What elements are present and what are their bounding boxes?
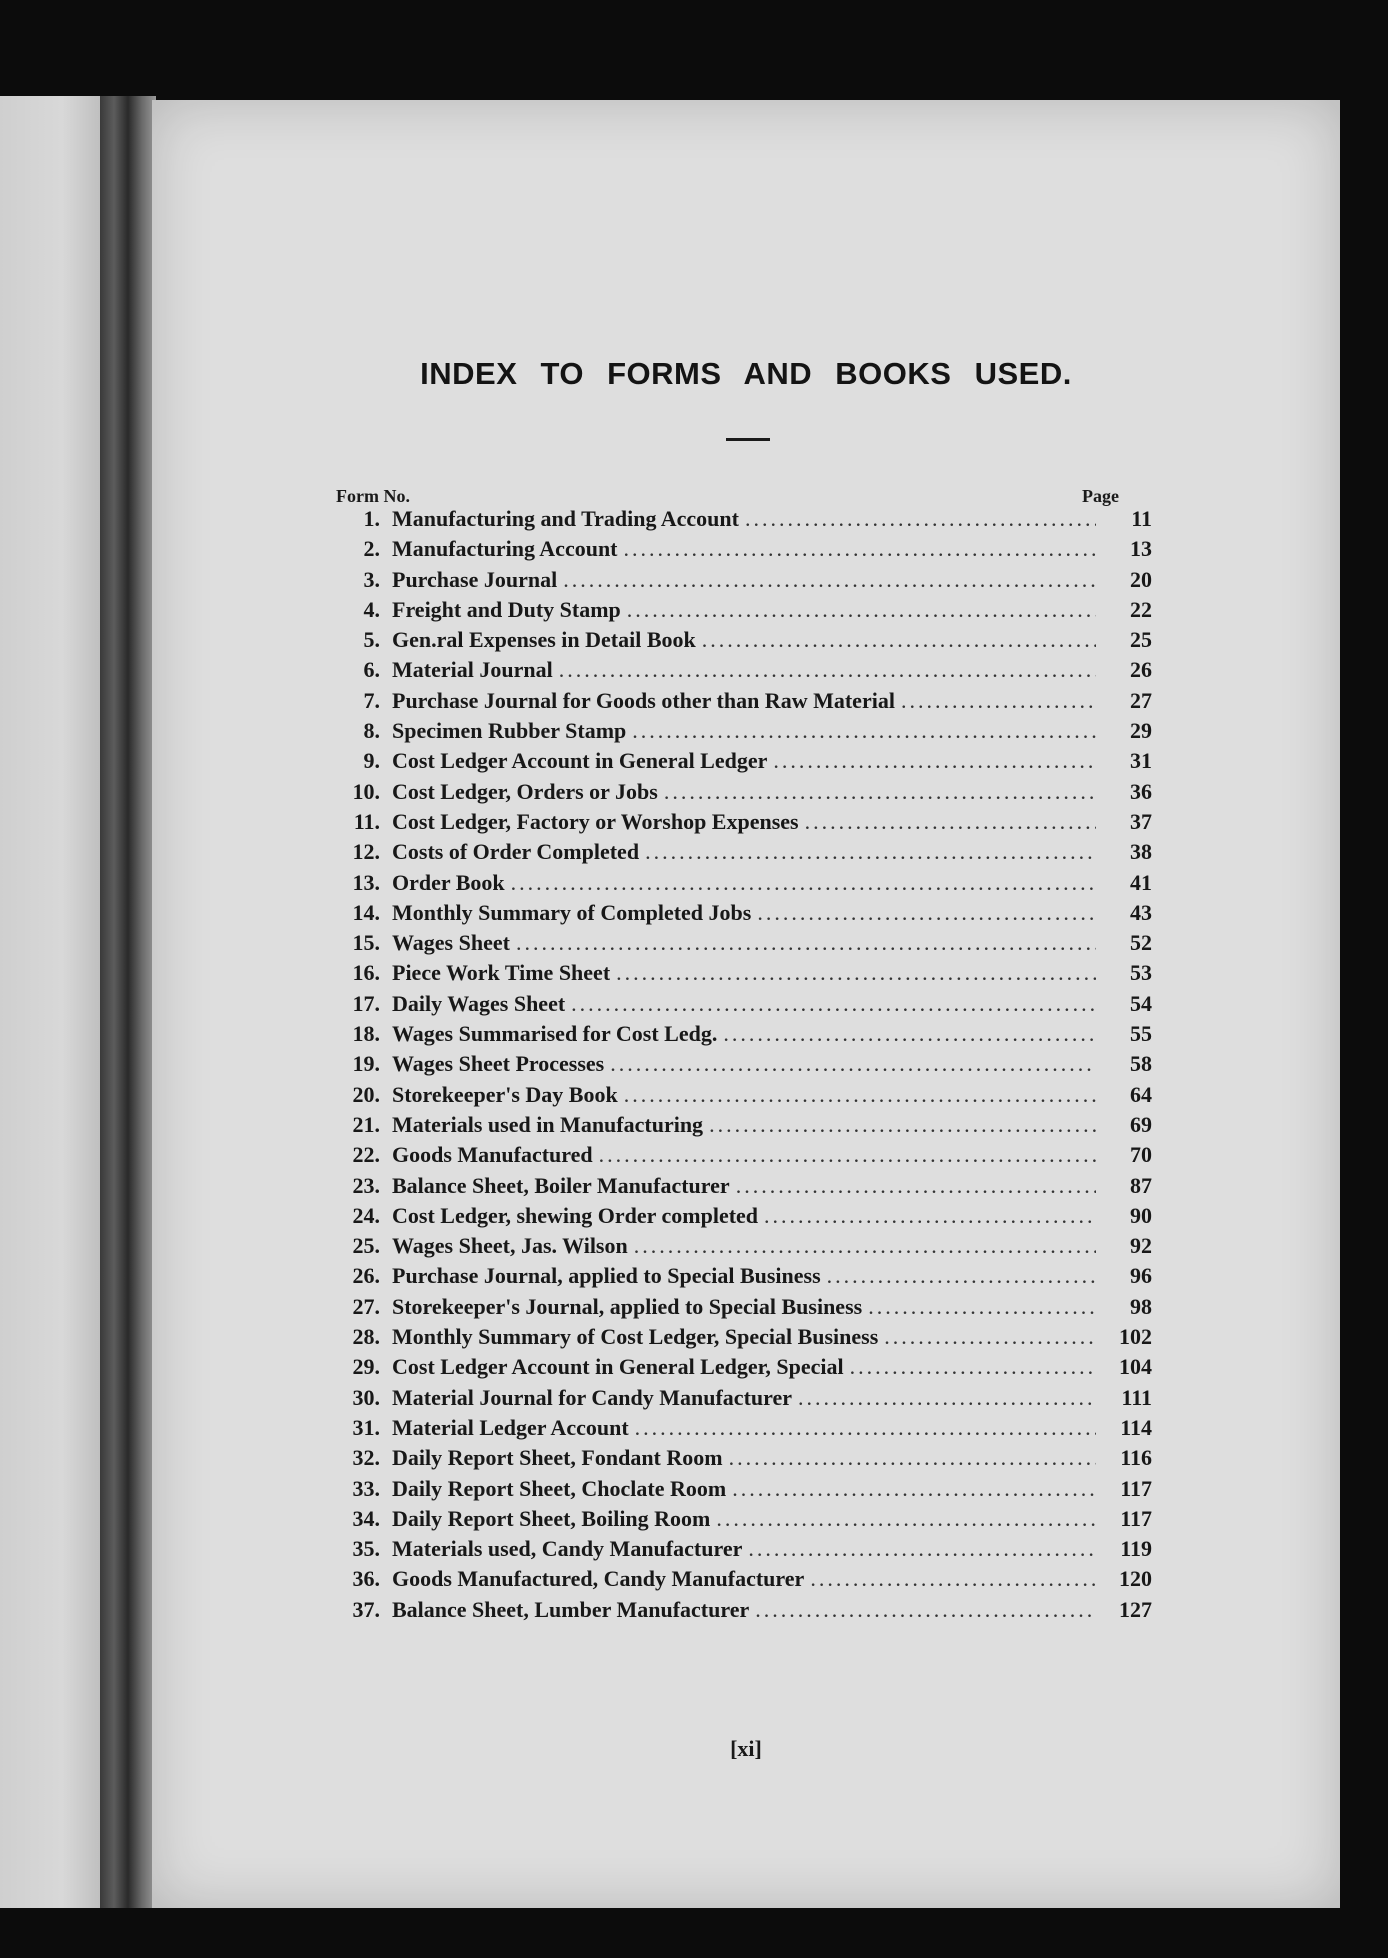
dot-leader: [645, 839, 1096, 865]
index-entry: [332, 870, 1152, 900]
form-number: 20.: [352, 1081, 380, 1107]
page-number: 117: [1120, 1505, 1152, 1531]
page-folio: [xi]: [730, 1736, 762, 1761]
form-title: Cost Ledger, Factory or Worshop Expenses: [392, 808, 799, 834]
form-number: 3.: [363, 566, 380, 592]
page-number: 55: [1130, 1021, 1152, 1047]
page-header: Page: [1082, 486, 1119, 506]
form-number: 28.: [352, 1324, 380, 1350]
form-number: 18.: [352, 1021, 380, 1047]
form-number: 34.: [352, 1505, 380, 1531]
index-entry: [332, 1506, 1152, 1536]
index-entry: [332, 597, 1152, 627]
form-title: Gen.ral Expenses in Detail Book: [392, 627, 696, 653]
form-number: 21.: [352, 1111, 380, 1137]
form-number: 12.: [352, 839, 380, 865]
facing-page-edge: [0, 96, 104, 1908]
dot-leader: [511, 870, 1096, 896]
index-entry: [332, 779, 1152, 809]
index-entry: [332, 1324, 1152, 1354]
page-number: 117: [1120, 1475, 1152, 1501]
form-title: Cost Ledger Account in General Ledger, Special: [392, 1354, 844, 1380]
form-title: Materials used in Manufacturing: [392, 1111, 704, 1137]
index-entry: [332, 1112, 1152, 1142]
dot-leader: [702, 627, 1096, 653]
index-entry: [332, 1142, 1152, 1172]
form-title: Daily Report Sheet, Fondant Room: [392, 1445, 723, 1471]
form-title: Material Journal for Candy Manufacturer: [392, 1384, 793, 1410]
page-number: 111: [1121, 1384, 1152, 1410]
form-title: Wages Summarised for Cost Ledg.: [392, 1021, 718, 1047]
page-number: 90: [1130, 1202, 1152, 1228]
form-number: 5.: [363, 627, 380, 653]
index-entry: [332, 688, 1152, 718]
form-title: Monthly Summary of Cost Ledger, Special Business: [392, 1324, 879, 1350]
form-number: 32.: [352, 1445, 380, 1471]
page-number: 53: [1130, 960, 1152, 986]
title-rule: [726, 438, 770, 441]
form-number: 30.: [352, 1384, 380, 1410]
dot-leader: [764, 1203, 1096, 1229]
dot-leader: [563, 567, 1096, 593]
form-title: Wages Sheet Processes: [392, 1051, 605, 1077]
index-entry: [332, 627, 1152, 657]
form-title: Purchase Journal for Goods other than Raw Material: [392, 687, 895, 713]
form-number: 22.: [352, 1142, 380, 1168]
form-number: 37.: [352, 1596, 380, 1622]
form-number: 31.: [352, 1414, 380, 1440]
form-number: 4.: [363, 596, 380, 622]
index-entry: [332, 1263, 1152, 1293]
index-entry: [332, 900, 1152, 930]
page-number: 52: [1130, 930, 1152, 956]
dot-leader: [805, 809, 1096, 835]
page-number: 36: [1130, 778, 1152, 804]
form-title: Wages Sheet, Jas. Wilson: [392, 1233, 628, 1259]
form-title: Daily Report Sheet, Choclate Room: [392, 1475, 727, 1501]
form-number: 7.: [363, 687, 380, 713]
page-number: 102: [1119, 1324, 1152, 1350]
dot-leader: [748, 1536, 1096, 1562]
page-number: 98: [1130, 1293, 1152, 1319]
book-gutter: [100, 96, 156, 1908]
index-entry: [332, 1445, 1152, 1475]
index-entry: [332, 748, 1152, 778]
form-title: Cost Ledger, Orders or Jobs: [392, 778, 658, 804]
index-entry: [332, 930, 1152, 960]
form-title: Material Ledger Account: [392, 1414, 629, 1440]
index-entry: [332, 991, 1152, 1021]
index-entry: [332, 1294, 1152, 1324]
page-number: 27: [1130, 687, 1152, 713]
page-number: 104: [1119, 1354, 1152, 1380]
form-title: Monthly Summary of Completed Jobs: [392, 899, 752, 925]
dot-leader: [624, 1082, 1096, 1108]
index-entry: [332, 1203, 1152, 1233]
page-number: 22: [1130, 596, 1152, 622]
form-title: Material Journal: [392, 657, 553, 683]
dot-leader: [664, 779, 1096, 805]
form-title: Storekeeper's Journal, applied to Special Business: [392, 1293, 863, 1319]
form-title: Order Book: [392, 869, 505, 895]
dot-leader: [632, 718, 1096, 744]
form-title: Cost Ledger, shewing Order completed: [392, 1202, 759, 1228]
page-title: INDEX TO FORMS AND BOOKS USED.: [420, 356, 1072, 391]
form-title: Wages Sheet: [392, 930, 510, 956]
form-title: Daily Wages Sheet: [392, 990, 566, 1016]
form-title: Piece Work Time Sheet: [392, 960, 611, 986]
form-title: Purchase Journal: [392, 566, 558, 592]
dot-leader: [634, 1233, 1096, 1259]
form-number: 36.: [352, 1566, 380, 1592]
dot-leader: [757, 900, 1096, 926]
dot-leader: [516, 930, 1096, 956]
form-title: Goods Manufactured: [392, 1142, 593, 1168]
index-entry: [332, 1233, 1152, 1263]
dot-leader: [732, 1476, 1096, 1502]
index-entry: [332, 1354, 1152, 1384]
page-number: 26: [1130, 657, 1152, 683]
index-entry: [332, 1173, 1152, 1203]
page-number: 92: [1130, 1233, 1152, 1259]
form-number: 23.: [352, 1172, 380, 1198]
index-entry: [332, 1051, 1152, 1081]
index-entry: [332, 1021, 1152, 1051]
dot-leader: [599, 1142, 1096, 1168]
form-title: Goods Manufactured, Candy Manufacturer: [392, 1566, 805, 1592]
page-number: 37: [1130, 808, 1152, 834]
page-number: 43: [1130, 899, 1152, 925]
page-number: 25: [1130, 627, 1152, 653]
index-entry: [332, 657, 1152, 687]
form-number: 11.: [353, 808, 380, 834]
form-number: 15.: [352, 930, 380, 956]
form-title: Balance Sheet, Lumber Manufacturer: [392, 1596, 750, 1622]
dot-leader: [729, 1445, 1096, 1471]
page-number: 31: [1130, 748, 1152, 774]
dot-leader: [571, 991, 1096, 1017]
form-no-header: Form No.: [336, 486, 410, 506]
dot-leader: [635, 1415, 1096, 1441]
form-number: 24.: [352, 1202, 380, 1228]
page-number: 58: [1130, 1051, 1152, 1077]
index-entry: [332, 1476, 1152, 1506]
index-list: [332, 506, 1152, 1627]
index-entry: [332, 1082, 1152, 1112]
form-title: Manufacturing and Trading Account: [392, 506, 739, 531]
page-number: 38: [1130, 839, 1152, 865]
form-number: 17.: [352, 990, 380, 1016]
form-number: 8.: [363, 718, 380, 744]
form-number: 26.: [352, 1263, 380, 1289]
form-title: Specimen Rubber Stamp: [392, 718, 627, 744]
form-number: 25.: [352, 1233, 380, 1259]
dot-leader: [850, 1354, 1096, 1380]
dot-leader: [624, 536, 1097, 562]
form-title: Cost Ledger Account in General Ledger: [392, 748, 768, 774]
page-number: 120: [1119, 1566, 1152, 1592]
form-number: 13.: [352, 869, 380, 895]
index-entry: [332, 536, 1152, 566]
page-number: 54: [1130, 990, 1152, 1016]
form-title: Storekeeper's Day Book: [392, 1081, 618, 1107]
document-page: [152, 100, 1340, 1908]
page-number: 13: [1130, 536, 1152, 562]
page-number: 69: [1130, 1111, 1152, 1137]
dot-leader: [627, 597, 1096, 623]
form-number: 27.: [352, 1293, 380, 1319]
dot-leader: [559, 657, 1096, 683]
dot-leader: [773, 748, 1096, 774]
index-entry: [332, 960, 1152, 990]
index-entry: [332, 506, 1152, 536]
form-number: 1.: [363, 506, 380, 531]
form-number: 19.: [352, 1051, 380, 1077]
form-title: Purchase Journal, applied to Special Business: [392, 1263, 821, 1289]
page-number: 127: [1119, 1596, 1152, 1622]
page-number: 20: [1130, 566, 1152, 592]
dot-leader: [798, 1385, 1096, 1411]
index-entry: [332, 809, 1152, 839]
page-number: 119: [1120, 1536, 1152, 1562]
form-number: 9.: [363, 748, 380, 774]
page-number: 29: [1130, 718, 1152, 744]
dot-leader: [616, 960, 1096, 986]
form-number: 35.: [352, 1536, 380, 1562]
index-entry: [332, 1415, 1152, 1445]
form-number: 16.: [352, 960, 380, 986]
dot-leader: [736, 1173, 1096, 1199]
page-number: 87: [1130, 1172, 1152, 1198]
dot-leader: [723, 1021, 1096, 1047]
form-number: 29.: [352, 1354, 380, 1380]
index-entry: [332, 1385, 1152, 1415]
page-number: 70: [1130, 1142, 1152, 1168]
dot-leader: [810, 1566, 1096, 1592]
form-title: Daily Report Sheet, Boiling Room: [392, 1505, 711, 1531]
dot-leader: [827, 1263, 1096, 1289]
form-title: Manufacturing Account: [392, 536, 618, 562]
index-entry: [332, 1536, 1152, 1566]
dot-leader: [709, 1112, 1096, 1138]
dot-leader: [868, 1294, 1096, 1320]
page-number: 11: [1131, 506, 1152, 531]
form-number: 14.: [352, 899, 380, 925]
form-number: 2.: [363, 536, 380, 562]
index-entry: [332, 1566, 1152, 1596]
dot-leader: [884, 1324, 1096, 1350]
form-number: 10.: [352, 778, 380, 804]
form-title: Balance Sheet, Boiler Manufacturer: [392, 1172, 730, 1198]
page-number: 64: [1130, 1081, 1152, 1107]
dot-leader: [610, 1051, 1096, 1077]
form-number: 33.: [352, 1475, 380, 1501]
index-entry: [332, 718, 1152, 748]
page-number: 116: [1120, 1445, 1152, 1471]
index-entry: [332, 567, 1152, 597]
dot-leader: [716, 1506, 1096, 1532]
page-number: 114: [1120, 1414, 1152, 1440]
index-entry: [332, 839, 1152, 869]
form-number: 6.: [363, 657, 380, 683]
form-title: Freight and Duty Stamp: [392, 596, 621, 622]
dot-leader: [745, 506, 1096, 532]
dot-leader: [901, 688, 1096, 714]
page-number: 41: [1130, 869, 1152, 895]
form-title: Materials used, Candy Manufacturer: [392, 1536, 743, 1562]
page-number: 96: [1130, 1263, 1152, 1289]
form-title: Costs of Order Completed: [392, 839, 640, 865]
index-entry: [332, 1597, 1152, 1627]
dot-leader: [755, 1597, 1096, 1623]
